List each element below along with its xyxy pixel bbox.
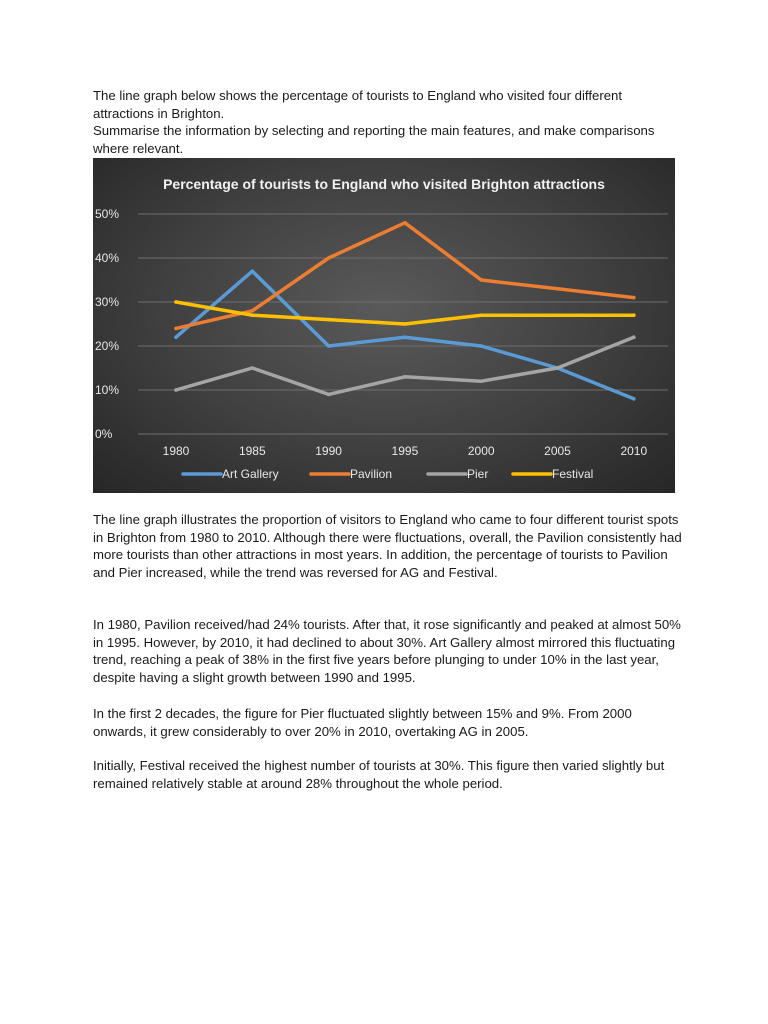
data-point-pavilion bbox=[556, 287, 560, 291]
line-chart bbox=[93, 158, 675, 493]
data-point-pavilion bbox=[479, 278, 483, 282]
y-tick-label: 20% bbox=[95, 339, 120, 353]
data-point-art-gallery bbox=[327, 344, 331, 348]
data-point-festival bbox=[251, 313, 255, 317]
x-tick-label: 2005 bbox=[544, 444, 571, 458]
data-point-festival bbox=[174, 300, 178, 304]
series-pier bbox=[174, 335, 635, 396]
data-point-pier bbox=[556, 366, 560, 370]
data-point-pier bbox=[251, 366, 255, 370]
data-point-pier bbox=[403, 375, 407, 379]
legend-label-pavilion: Pavilion bbox=[350, 467, 393, 481]
chart-svg bbox=[93, 158, 675, 493]
task-prompt-line-2: Summarise the information by selecting and reporting the main features, and make comparisons where relevant. bbox=[93, 123, 655, 156]
essay-paragraph-pier: In the first 2 decades, the figure for Pier fluctuated slightly between 15% and 9%. From 2000 onwards, it grew considerably to over 20% in 2010, overtaking AG in 2005. bbox=[93, 706, 632, 739]
data-point-pavilion bbox=[327, 256, 331, 260]
data-point-art-gallery bbox=[403, 335, 407, 339]
y-tick-label: 10% bbox=[95, 383, 120, 397]
legend-label-festival: Festival bbox=[552, 467, 594, 481]
data-point-pavilion bbox=[174, 327, 178, 331]
data-point-art-gallery bbox=[479, 344, 483, 348]
data-point-pier bbox=[174, 388, 178, 392]
data-point-pavilion bbox=[251, 309, 255, 313]
series-line-festival bbox=[176, 302, 634, 324]
data-point-festival bbox=[327, 318, 331, 322]
x-tick-label: 2010 bbox=[620, 444, 648, 458]
essay-paragraph-pavilion-art-gallery: In 1980, Pavilion received/had 24% tourists. After that, it rose significantly and peaked at almost 50% in 1995. However, by 2010, it had declined to about 30%. Art Gallery almost mirrored this fluctuating trend, reaching a peak of 38% in the first five years before plunging to under 10% in the last year, despite having a slight growth between 1990 and 1995. bbox=[93, 617, 681, 685]
y-tick-label: 0% bbox=[95, 427, 113, 441]
chart-title: Percentage of tourists to England who visited Brighton attractions bbox=[163, 176, 605, 192]
data-point-art-gallery bbox=[174, 335, 178, 339]
x-tick-label: 1995 bbox=[391, 444, 419, 458]
legend-label-art-gallery: Art Gallery bbox=[222, 467, 279, 481]
data-point-pier bbox=[632, 335, 636, 339]
x-tick-label: 1980 bbox=[162, 444, 190, 458]
data-point-festival bbox=[632, 313, 636, 317]
x-tick-label: 1990 bbox=[315, 444, 342, 458]
data-point-pier bbox=[479, 379, 483, 383]
data-point-pier bbox=[327, 393, 331, 397]
y-tick-label: 30% bbox=[95, 295, 120, 309]
data-point-pavilion bbox=[403, 221, 407, 225]
x-tick-label: 2000 bbox=[467, 444, 495, 458]
essay-paragraph-overview: The line graph illustrates the proportion of visitors to England who came to four different tourist spots in Brighton from 1980 to 2010. Although there were fluctuations, overall, the Pavilion consistently had more tourists than other attractions in most years. In addition, the percentage of tourists to Pavilion and Pier increased, while the trend was reversed for AG and Festival. bbox=[93, 512, 682, 580]
x-tick-label: 1985 bbox=[238, 444, 266, 458]
data-point-art-gallery bbox=[251, 269, 255, 273]
task-prompt-line-1: The line graph below shows the percentage of tourists to England who visited four different attractions in Brighton. bbox=[93, 88, 623, 121]
data-point-art-gallery bbox=[632, 397, 636, 401]
series-festival bbox=[174, 300, 635, 326]
legend-label-pier: Pier bbox=[467, 467, 489, 481]
y-tick-label: 40% bbox=[95, 251, 120, 265]
essay-paragraph-festival: Initially, Festival received the highest number of tourists at 30%. This figure then varied slightly but remained relatively stable at around 28% throughout the whole period. bbox=[93, 758, 665, 791]
data-point-festival bbox=[479, 313, 483, 317]
data-point-festival bbox=[556, 313, 560, 317]
y-tick-label: 50% bbox=[95, 207, 120, 221]
data-point-pavilion bbox=[632, 296, 636, 300]
data-point-festival bbox=[403, 322, 407, 326]
